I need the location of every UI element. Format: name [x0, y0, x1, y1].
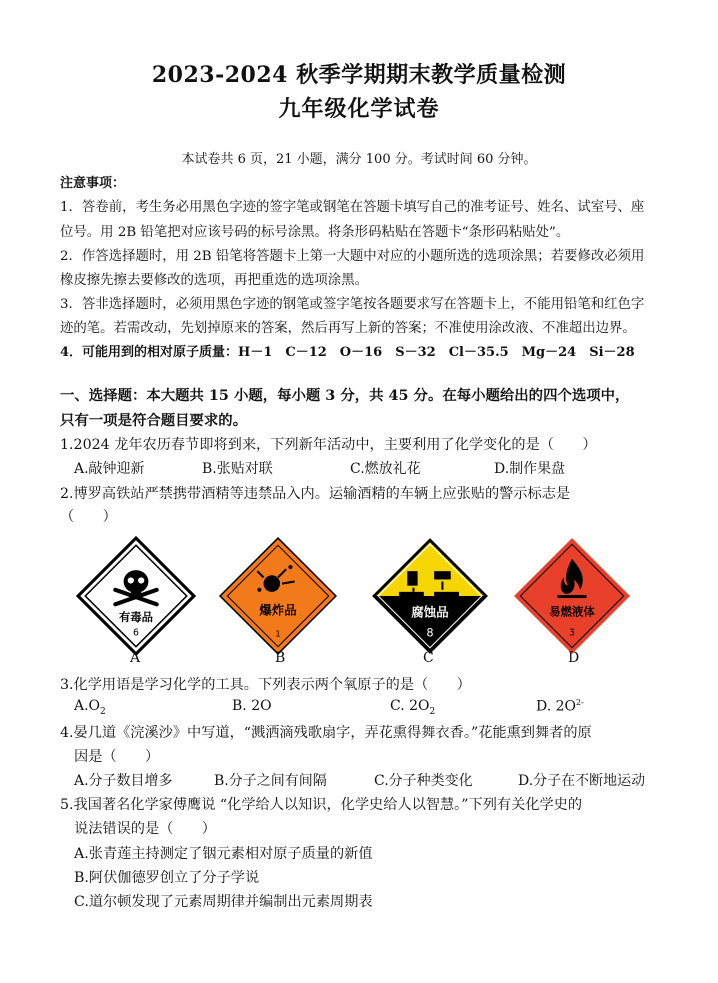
notice-line: 迹的笔。若需改动，先划掉原来的答案，然后再写上新的答案；不准使用涂改液、不准超出边界。: [60, 321, 636, 336]
option-c: C.道尔顿发现了元素周期律并编制出元素周期表: [74, 894, 373, 910]
section-heading: 一、选择题：本大题共 15 小题，每小题 3 分，共 45 分。在每小题给出的四个选项中，: [60, 387, 630, 404]
option-d-text: D. 2O: [536, 698, 577, 715]
notice-line: 1．答卷前，考生务必用黑色字迹的签字笔或钢笔在答题卡填写自己的准考证号、姓名、试室号、座: [60, 200, 645, 215]
option-c: [390, 698, 435, 717]
notice-line: 4．可能用到的相对原子质量：H－1 C－12 O－16 S－32 Cl－35.5 Mg－24 Si－28: [60, 345, 635, 360]
question-4-stem: 4.晏几道《浣溪沙》中写道，“溅洒滴残歌扇字，弄花熏得舞衣香。”花能熏到舞者的原: [60, 725, 592, 741]
notice-line: 2．作答选择题时，用 2B 铅笔将答题卡上第一大题中对应的小题所选的选项涂黑；若要修改必须用: [60, 249, 645, 264]
sign-number: 8: [426, 625, 434, 640]
option-b: B.分子之间有间隔: [214, 773, 327, 789]
subscript: 2: [100, 706, 106, 717]
option-c: C.燃放礼花: [350, 461, 421, 477]
sign-number: 3: [569, 627, 575, 639]
section-heading-cont: 只有一项是符合题目要求的。: [60, 412, 248, 429]
subscript: 2: [429, 706, 436, 717]
option-b: [232, 698, 272, 714]
option-a: A.张青莲主持测定了铟元素相对原子质量的新值: [74, 846, 373, 862]
notice-line: 3．答非选择题时，必须用黑色字迹的钢笔或签字笔按各题要求写在答题卡上，不能用铅笔和红色字: [60, 297, 645, 312]
question-5-stem: 5.我国著名化学家傅鹰说 “化学给人以知识，化学史给人以智慧。”下列有关化学史的: [60, 797, 583, 813]
option-d: [536, 698, 584, 715]
sign-number: 1: [275, 628, 281, 639]
option-b: B.阿伏伽德罗创立了分子学说: [74, 870, 260, 886]
notice-line: 橡皮擦先擦去要修改的选项，再把重选的选项涂黑。: [60, 273, 368, 288]
question-4-stem-cont: 因是（ ）: [74, 749, 160, 765]
toxic-warning-sign-icon: [76, 536, 196, 656]
option-a: A.分子数目增多: [74, 773, 173, 789]
notice-line: 位号。用 2B 铅笔把对应该号码的标号涂黑。将条形码粘贴在答题卡“条形码粘贴处”。: [60, 225, 570, 240]
question-3-stem: 3.化学用语是学习化学的工具。下列表示两个氧原子的是（ ）: [60, 677, 471, 693]
option-d: D.分子在不断地运动: [518, 773, 646, 789]
sign-letter-a: A: [130, 650, 141, 666]
sign-label: 腐蚀品: [411, 604, 449, 620]
sign-letter-c: C: [423, 650, 434, 666]
sign-letter-d: D: [568, 650, 580, 666]
explosive-warning-sign-icon: [218, 536, 338, 656]
question-2-stem-cont: （ ）: [60, 509, 117, 525]
exam-intro: 本试卷共 6 页，21 小题，满分 100 分。考试时间 60 分钟。: [181, 152, 537, 167]
sign-label: 爆炸品: [259, 602, 297, 618]
question-5-stem-cont: 说法错误的是（ ）: [74, 821, 216, 837]
option-a: [74, 698, 106, 717]
sign-label: 易燃液体: [549, 604, 595, 619]
option-c-text: C. 2O: [390, 698, 430, 714]
option-c: C.分子种类变化: [374, 773, 473, 789]
option-b: B.张贴对联: [202, 461, 273, 477]
sign-letter-b: B: [275, 650, 286, 666]
question-1-stem: 1.2024 龙年农历春节即将到来，下列新年活动中，主要利用了化学变化的是（ ）: [60, 437, 597, 453]
corrosive-warning-sign-icon: [370, 536, 490, 656]
question-2-stem: 2.博罗高铁站严禁携带酒精等违禁品入内。运输酒精的车辆上应张贴的警示标志是: [60, 486, 571, 502]
exam-subtitle: 九年级化学试卷: [278, 96, 440, 122]
exam-title: 2023-2024 秋季学期期末教学质量检测: [151, 62, 567, 88]
flammable-liquid-warning-sign-icon: [512, 536, 632, 656]
sign-label: 有毒品: [118, 609, 154, 624]
option-a: A.敲钟迎新: [74, 461, 145, 477]
option-a-text: A.O: [74, 698, 101, 714]
superscript: 2-: [576, 698, 584, 707]
option-b-text: B. 2O: [232, 698, 272, 714]
notice-heading: 注意事项：: [60, 176, 126, 191]
sign-number: 6: [133, 627, 139, 639]
option-d: D.制作果盘: [494, 461, 566, 477]
